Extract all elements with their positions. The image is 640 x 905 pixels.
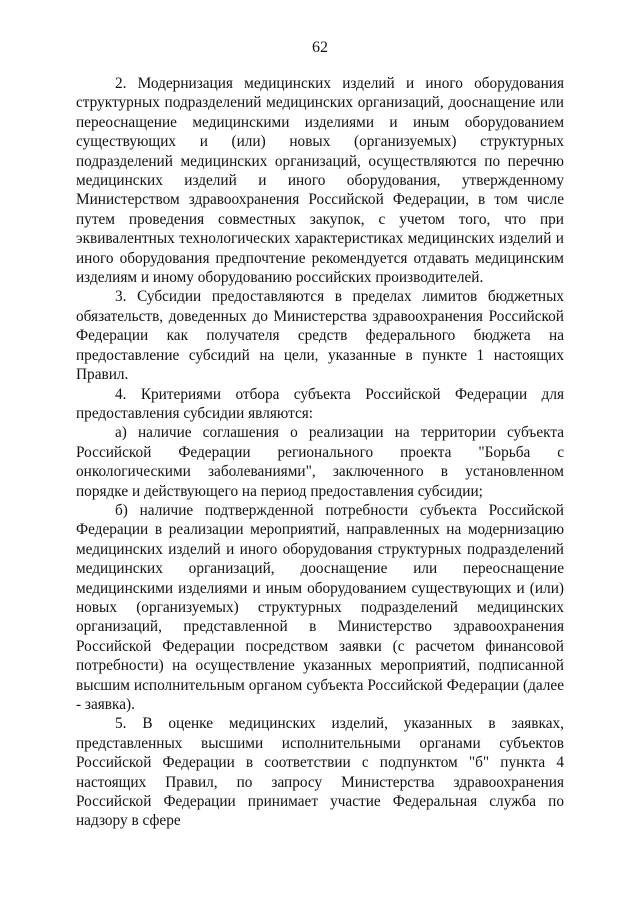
paragraph-subitem-b: б) наличие подтвержденной потребности субъекта Российской Федерации в реализации мероприятий, направленных на модернизацию медицинских изделий и иного оборудования структурных подразделений медицинских организаций, дооснащение или переоснащение медицинскими изделиями и иным оборудованием существующих и (или) новых (организуемых) структурных подразделений медицинских организаций, представленной в Министерство здравоохранения Российской Федерации посредством заявки (с расчетом финансовой потребности) на осуществление указанных мероприятий, подписанной высшим исполнительным органом субъекта Российской Федерации (далее - заявка).	[76, 501, 564, 713]
paragraph-item-5: 5. В оценке медицинских изделий, указанных в заявках, представленных высшими исполнительными органами субъектов Российской Федерации в соответствии с подпунктом "б" пункта 4 настоящих Правил, по запросу Министерства здравоохранения Российской Федерации принимает участие Федеральная служба по надзору в сфере	[76, 715, 564, 830]
paragraph-subitem-a: а) наличие соглашения о реализации на территории субъекта Российской Федерации регионального проекта "Борьба с онкологическими заболеваниями", заключенного в установленном порядке и действующего на период предоставления субсидии;	[76, 424, 564, 500]
paragraph-item-3: 3. Субсидии предоставляются в пределах лимитов бюджетных обязательств, доведенных до Министерства здравоохранения Российской Федерации как получателя средств федерального бюджета на предоставление субсидий на цели, указанные в пункте 1 настоящих Правил.	[76, 288, 564, 384]
document-body	[76, 74, 564, 831]
page-number: 62	[312, 39, 328, 56]
paragraph-item-4: 4. Критериями отбора субъекта Российской Федерации для предоставления субсидии являются:	[76, 385, 564, 422]
paragraph-item-2: 2. Модернизация медицинских изделий и иного оборудования структурных подразделений медицинских организаций, дооснащение или переоснащение медицинскими изделиями и иным оборудованием существующих и (или) новых (организуемых) структурных подразделений медицинских организаций, осуществляются по перечню медицинских изделий и иного оборудования, утвержденному Министерством здравоохранения Российской Федерации, в том числе путем проведения совместных закупок, с учетом того, что при эквивалентных технологических характеристиках медицинских изделий и иного оборудования предпочтение рекомендуется отдавать медицинским изделиям и иному оборудованию российских производителей.	[76, 75, 564, 287]
